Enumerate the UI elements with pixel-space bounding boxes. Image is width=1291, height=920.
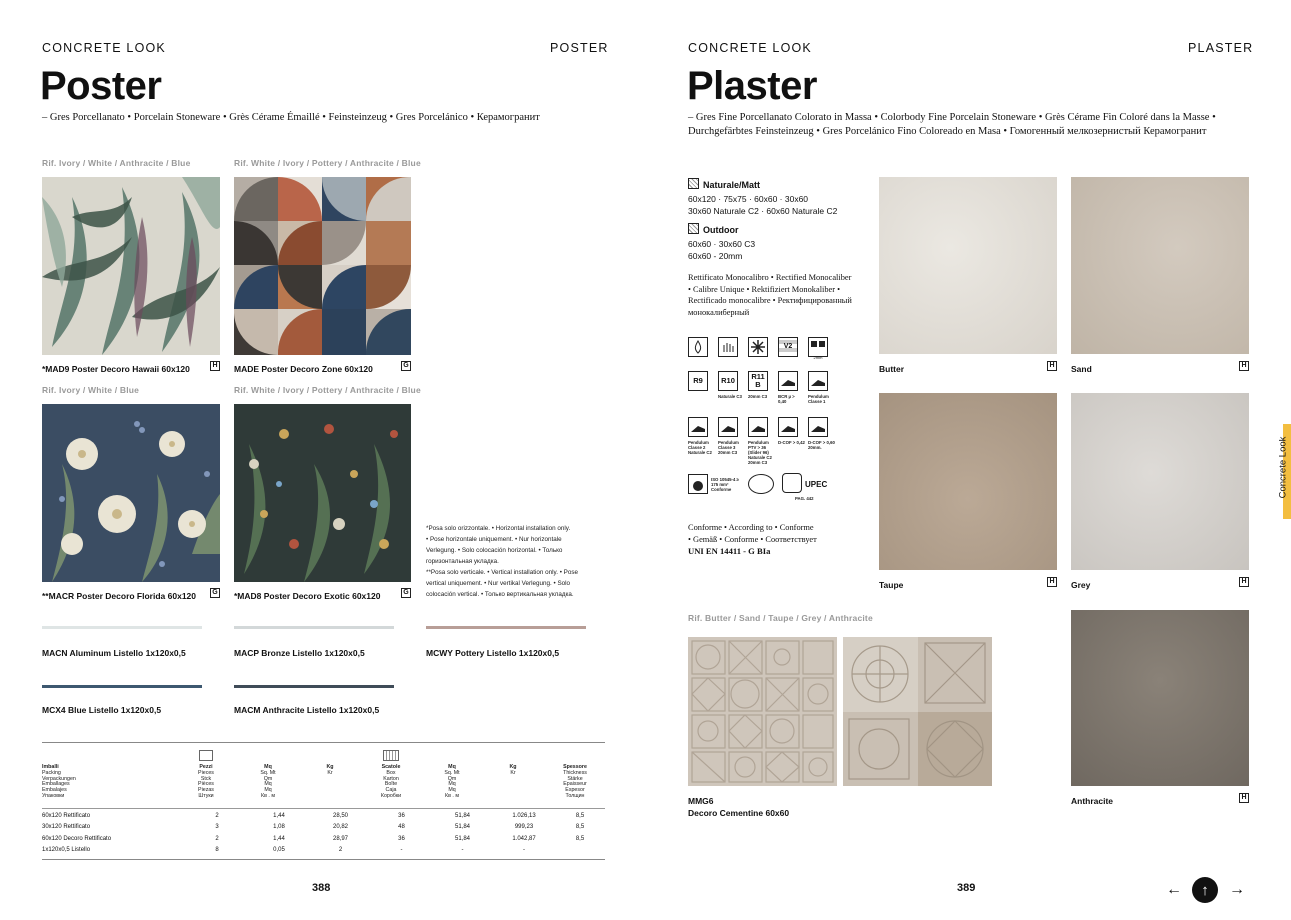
left-subtitle: – Gres Porcellanato • Porcelain Stoneware • Grès Cérame Émaillé • Feinsteinzeug • Gres Porcelánico • Керамогранит bbox=[42, 112, 540, 123]
naturale-matt-icon bbox=[688, 178, 699, 189]
arrow-up-icon: ↑ bbox=[1201, 881, 1209, 899]
table-row bbox=[42, 822, 605, 834]
slip-r9-badge: R9 bbox=[688, 371, 708, 391]
finish-badge-taupe: H bbox=[1047, 577, 1057, 587]
table-cell: 28,97 bbox=[332, 835, 348, 842]
table-header-rule bbox=[42, 808, 605, 809]
note-line: vertical uniquement. • Nur vertikal Verlegung. • Solo bbox=[426, 580, 571, 587]
qb-cert-icon bbox=[782, 473, 802, 493]
slip-label-pendulum-1: Pendulum Classe 1 bbox=[808, 394, 829, 404]
pendulum-label-ptv: Pendulum PTV > 36 (Slider 96) Naturale C2 20mm C3 bbox=[748, 440, 772, 465]
ccc-cert-icon bbox=[748, 474, 774, 494]
tile-image-hawaii[interactable] bbox=[42, 177, 220, 355]
table-cell bbox=[555, 845, 605, 857]
table-cell: - bbox=[523, 847, 525, 854]
tile-caption-hawaii: *MAD9 Poster Decoro Hawaii 60x120 bbox=[42, 364, 190, 374]
slip-label-bcr: BCR µ > 0,40 bbox=[778, 394, 795, 404]
table-cell: 1.042,87 bbox=[512, 835, 536, 842]
next-page-button[interactable] bbox=[1229, 882, 1245, 898]
table-header-thickness: Spessore Thickness Stärke Epaisseur Espesor Толщин bbox=[563, 764, 587, 799]
finish-badge-florida: G bbox=[210, 588, 220, 598]
tile-rif-hawaii: Rif. Ivory / White / Anthracite / Blue bbox=[42, 158, 191, 168]
table-row-label: 1x120x0,5 Listello bbox=[42, 847, 91, 854]
tile-rif-zone: Rif. White / Ivory / Pottery / Anthracite / Blue bbox=[234, 158, 421, 168]
table-cell: 51,84 bbox=[454, 812, 470, 819]
table-cell: 8,5 bbox=[575, 835, 585, 842]
finish-badge-butter: H bbox=[1047, 361, 1057, 371]
bcr-shoe-icon bbox=[778, 371, 798, 391]
tile-caption-zone: MADE Poster Decoro Zone 60x120 bbox=[234, 364, 373, 374]
table-header-kg-pallet: Kg Kr bbox=[509, 764, 517, 776]
table-cell: 1,44 bbox=[273, 812, 285, 819]
decor-cementine-tile-2[interactable] bbox=[843, 637, 992, 786]
note-line: • Pose horizontale uniquement. • Nur horizontale bbox=[426, 536, 562, 543]
right-subtitle-2: Durchgefärbtes Feinsteinzeug • Gres Porcelánico Fino Coloreado en Masa • Гомогенный мелкозернистый Керамогранит bbox=[688, 126, 1207, 137]
tile-rif-exotic: Rif. White / Ivory / Pottery / Anthracite / Blue bbox=[234, 385, 421, 395]
side-tab-label: Concrete Look bbox=[1277, 436, 1289, 499]
slip-r10-badge: R10 bbox=[718, 371, 738, 391]
outdoor-icon bbox=[688, 223, 699, 234]
listello-label-blue: MCX4 Blue Listello 1x120x0,5 bbox=[42, 705, 162, 715]
finish-badge-anthracite: H bbox=[1239, 793, 1249, 803]
swatch-grey[interactable] bbox=[1071, 393, 1249, 570]
tile-caption-florida: **MACR Poster Decoro Florida 60x120 bbox=[42, 591, 196, 601]
table-header-kg: Kg Kr bbox=[326, 764, 334, 776]
table-cell: 48 bbox=[398, 824, 405, 831]
table-cell: 999,23 bbox=[514, 824, 534, 831]
slip-r11b-badge: R11 B bbox=[748, 371, 768, 391]
dcof-label-060: D-COF > 0,60 20mm. bbox=[808, 440, 835, 450]
table-cell: 8,5 bbox=[575, 824, 585, 831]
abrasion-icon bbox=[688, 474, 708, 494]
finish-sizes-naturale: 60x120 · 75x75 · 60x60 · 30x60 30x60 Naturale C2 · 60x60 Naturale C2 bbox=[688, 194, 838, 216]
page-number-right: 389 bbox=[957, 882, 976, 894]
packing-table bbox=[42, 810, 605, 856]
hand-stain-icon bbox=[718, 337, 738, 357]
table-row bbox=[42, 845, 605, 857]
note-line: горизонтальная укладка. bbox=[426, 558, 499, 565]
tile-image-exotic[interactable] bbox=[234, 404, 411, 582]
table-header-boxes: Scatole Box Karton Boîte Caja Коробки bbox=[380, 764, 402, 799]
table-cell: 3 bbox=[215, 824, 219, 831]
tile-image-zone[interactable] bbox=[234, 177, 411, 355]
decor-code: MMG6 bbox=[688, 796, 714, 806]
listello-swatch-anthracite bbox=[234, 685, 394, 688]
swatch-butter[interactable] bbox=[879, 177, 1057, 354]
installation-notes bbox=[426, 523, 606, 600]
table-row-label: 30x120 Rettificato bbox=[42, 824, 91, 831]
tile-caption-exotic: *MAD8 Poster Decoro Exotic 60x120 bbox=[234, 591, 381, 601]
listello-label-anthracite: MACM Anthracite Listello 1x120x0,5 bbox=[234, 705, 380, 715]
pendulum-label-3: Pendulum Classe 3 20mm C3 bbox=[718, 440, 739, 455]
upec-page-label: PAG. 442 bbox=[795, 496, 814, 501]
table-cell: 51,84 bbox=[454, 824, 470, 831]
pendulum-classe2-icon bbox=[688, 417, 708, 437]
table-cell: 2 bbox=[215, 812, 219, 819]
note-line: **Posa solo verticale. • Vertical installation only. • Pose bbox=[426, 569, 578, 576]
slip-label-20mm-c3: 20mm C3 bbox=[748, 394, 768, 399]
swatch-label-taupe: Taupe bbox=[879, 580, 904, 590]
table-cell: 36 bbox=[398, 812, 405, 819]
decor-cementine-tile-1[interactable] bbox=[688, 637, 837, 786]
page-number-left: 388 bbox=[312, 882, 331, 894]
table-cell: - bbox=[400, 847, 403, 854]
finish-badge-exotic: G bbox=[401, 588, 411, 598]
listello-swatch-pottery bbox=[426, 626, 586, 629]
table-cell: 51,84 bbox=[454, 835, 470, 842]
right-kicker: CONCRETE LOOK bbox=[688, 41, 812, 55]
right-page-title: Plaster bbox=[687, 64, 817, 108]
finish-badge-sand: H bbox=[1239, 361, 1249, 371]
pendulum-label-2: Pendulum Classe 2 Naturale C2 bbox=[688, 440, 712, 455]
arrow-left-icon: ← bbox=[1166, 881, 1182, 898]
table-cell: - bbox=[461, 847, 464, 854]
dcof-042-icon bbox=[778, 417, 798, 437]
listello-label-aluminum: MACN Aluminum Listello 1x120x0,5 bbox=[42, 648, 186, 658]
calibre-text: Rettificato Monocalibro • Rectified Monocaliber • Calibre Unique • Rektifiziert Monokaliber • Rectificado monocalibre • Ректифицированный монокалиберный bbox=[688, 273, 852, 317]
finish-badge-zone: G bbox=[401, 361, 411, 371]
finish-badge-hawaii: H bbox=[210, 361, 220, 371]
table-header-sqm-pallet: Mq Sq. Mt Qm Mq Mq Кв . м bbox=[444, 764, 460, 799]
table-row bbox=[42, 833, 605, 845]
table-cell: 36 bbox=[398, 835, 405, 842]
v-shade-icon: V2 bbox=[778, 337, 798, 357]
dcof-060-icon bbox=[808, 417, 828, 437]
table-cell: 20,82 bbox=[332, 824, 348, 831]
right-subtitle-1: – Gres Fine Porcellanato Colorato in Massa • Colorbody Fine Porcelain Stoneware • Grès Cérame Fin Coloré dans la Masse • bbox=[688, 112, 1216, 123]
swatch-label-anthracite: Anthracite bbox=[1071, 796, 1114, 806]
tile-image-florida[interactable] bbox=[42, 404, 220, 582]
abrasion-label: ISO 10545-4 ≥ 175 mm² Conforme bbox=[711, 477, 739, 492]
listello-label-bronze: MACP Bronze Listello 1x120x0,5 bbox=[234, 648, 365, 658]
swatch-anthracite[interactable] bbox=[1071, 610, 1249, 786]
box-icon bbox=[383, 750, 399, 761]
finish-badge-grey: H bbox=[1239, 577, 1249, 587]
arrow-right-icon: → bbox=[1229, 881, 1245, 898]
finish-name-naturale: Naturale/Matt bbox=[703, 180, 761, 190]
tile-rif-florida: Rif. Ivory / White / Blue bbox=[42, 385, 140, 395]
dcof-label-042: D-COF > 0,42 bbox=[778, 440, 805, 445]
conformity-text: Conforme • According to • Conforme • Gemäß • Conforme • Соответствует bbox=[688, 523, 817, 544]
right-section-label: PLASTER bbox=[1188, 41, 1254, 55]
decor-rif: Rif. Butter / Sand / Taupe / Grey / Anthracite bbox=[688, 613, 873, 623]
swatch-label-grey: Grey bbox=[1071, 580, 1091, 590]
table-header-pieces: Pezzi Pieces Stck Pièces Piezas Штуки bbox=[198, 764, 214, 799]
left-kicker: CONCRETE LOOK bbox=[42, 41, 166, 55]
table-cell: 8,5 bbox=[575, 812, 585, 819]
back-to-top-button[interactable] bbox=[1192, 877, 1218, 903]
table-header-sqm: Mq Sq. Mt Qm Mq Mq Кв . м bbox=[260, 764, 276, 799]
left-section-label: POSTER bbox=[550, 41, 609, 55]
listello-label-pottery: MCWY Pottery Listello 1x120x0,5 bbox=[426, 648, 560, 658]
note-line: colocación vertical. • Только вертикальная укладка. bbox=[426, 591, 574, 598]
pendulum-classe3-icon bbox=[718, 417, 738, 437]
upec-label: UPEC bbox=[805, 480, 828, 489]
water-drop-icon bbox=[688, 337, 708, 357]
listello-swatch-aluminum bbox=[42, 626, 202, 629]
prev-page-button[interactable] bbox=[1166, 882, 1182, 898]
swatch-sand[interactable] bbox=[1071, 177, 1249, 354]
table-cell: 0,05 bbox=[273, 847, 285, 854]
listello-swatch-blue bbox=[42, 685, 202, 688]
pendulum-classe1-icon bbox=[808, 371, 828, 391]
table-header-packing: Imballi Packing Verpackungen Emballages Embalajes Упаковки bbox=[42, 764, 76, 799]
listello-swatch-bronze bbox=[234, 626, 394, 629]
pendulum-ptv-icon bbox=[748, 417, 768, 437]
standard-text: UNI EN 14411 - G BIa bbox=[688, 546, 771, 556]
note-line: *Posa solo orizzontale. • Horizontal installation only. bbox=[426, 525, 571, 532]
swatch-taupe[interactable] bbox=[879, 393, 1057, 570]
finish-name-outdoor: Outdoor bbox=[703, 225, 739, 235]
table-cell: 1,08 bbox=[273, 824, 285, 831]
note-line: Verlegung. • Solo colocación horizontal. • Только bbox=[426, 547, 563, 554]
table-row bbox=[42, 810, 605, 822]
table-cell: 8 bbox=[215, 847, 219, 854]
table-cell: 2 bbox=[215, 835, 219, 842]
table-top-rule bbox=[42, 742, 605, 743]
pieces-icon bbox=[199, 750, 213, 761]
swatch-label-sand: Sand bbox=[1071, 364, 1092, 374]
thickness-icon: 2mm bbox=[808, 337, 828, 357]
swatch-label-butter: Butter bbox=[879, 364, 905, 374]
table-cell: 1.026,13 bbox=[512, 812, 536, 819]
table-row-label: 60x120 Decoro Rettificato bbox=[42, 835, 112, 842]
table-bottom-rule bbox=[42, 859, 605, 860]
left-page-title: Poster bbox=[40, 64, 162, 108]
finish-sizes-outdoor: 60x60 · 30x60 C3 60x60 - 20mm bbox=[688, 239, 756, 261]
decor-name: Decoro Cementine 60x60 bbox=[688, 808, 790, 818]
table-cell: 1,44 bbox=[273, 835, 285, 842]
slip-label-naturale-c3: Naturale C3 bbox=[718, 394, 742, 399]
table-cell: 28,50 bbox=[332, 812, 348, 819]
frost-icon bbox=[748, 337, 768, 357]
table-cell: 2 bbox=[338, 847, 343, 854]
table-row-label: 60x120 Rettificato bbox=[42, 812, 91, 819]
